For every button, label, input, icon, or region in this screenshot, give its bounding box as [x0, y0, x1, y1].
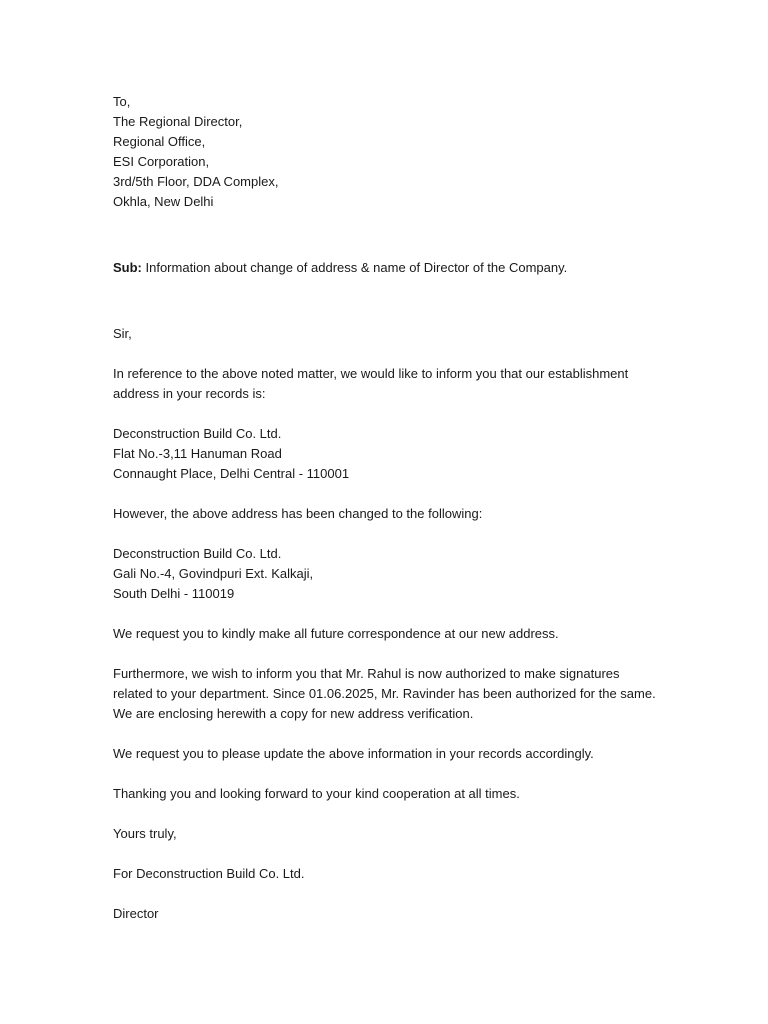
letter-document — [113, 92, 673, 924]
signatory-title: Director — [113, 906, 159, 921]
closing-line: Yours truly, — [113, 826, 177, 841]
address-line: Gali No.-4, Govindpuri Ext. Kalkaji, — [113, 566, 314, 581]
subject-line — [113, 258, 673, 278]
new-address-block — [113, 544, 673, 604]
address-line: Deconstruction Build Co. Ltd. — [113, 426, 282, 441]
address-line: Flat No.-3,11 Hanuman Road — [113, 446, 282, 461]
recipient-line: Regional Office, — [113, 134, 206, 149]
paragraph-line: address in your records is: — [113, 386, 266, 401]
director-info-paragraph — [113, 664, 673, 724]
salutation: Sir, — [113, 326, 132, 341]
recipient-to: To, — [113, 94, 131, 109]
subject-label: Sub: — [113, 260, 142, 275]
paragraph-line: We are enclosing herewith a copy for new address verification. — [113, 706, 474, 721]
signatory-company: For Deconstruction Build Co. Ltd. — [113, 866, 305, 881]
recipient-line: Okhla, New Delhi — [113, 194, 214, 209]
recipient-line: 3rd/5th Floor, DDA Complex, — [113, 174, 279, 189]
recipient-block — [113, 92, 673, 212]
paragraph-line: related to your department. Since 01.06.2025, Mr. Ravinder has been authorized for the same. — [113, 686, 656, 701]
intro-paragraph — [113, 364, 673, 404]
update-request: We request you to please update the above information in your records accordingly. — [113, 746, 594, 761]
change-note: However, the above address has been changed to the following: — [113, 506, 483, 521]
address-line: Deconstruction Build Co. Ltd. — [113, 546, 282, 561]
thanks-line: Thanking you and looking forward to your kind cooperation at all times. — [113, 786, 520, 801]
address-line: Connaught Place, Delhi Central - 110001 — [113, 466, 350, 481]
address-line: South Delhi - 110019 — [113, 586, 235, 601]
recipient-line: The Regional Director, — [113, 114, 243, 129]
recipient-line: ESI Corporation, — [113, 154, 210, 169]
paragraph-line: Furthermore, we wish to inform you that Mr. Rahul is now authorized to make signatures — [113, 666, 620, 681]
old-address-block — [113, 424, 673, 484]
correspondence-request: We request you to kindly make all future correspondence at our new address. — [113, 626, 559, 641]
paragraph-line: In reference to the above noted matter, we would like to inform you that our establishment — [113, 366, 629, 381]
subject-text: Information about change of address & name of Director of the Company. — [141, 260, 568, 275]
